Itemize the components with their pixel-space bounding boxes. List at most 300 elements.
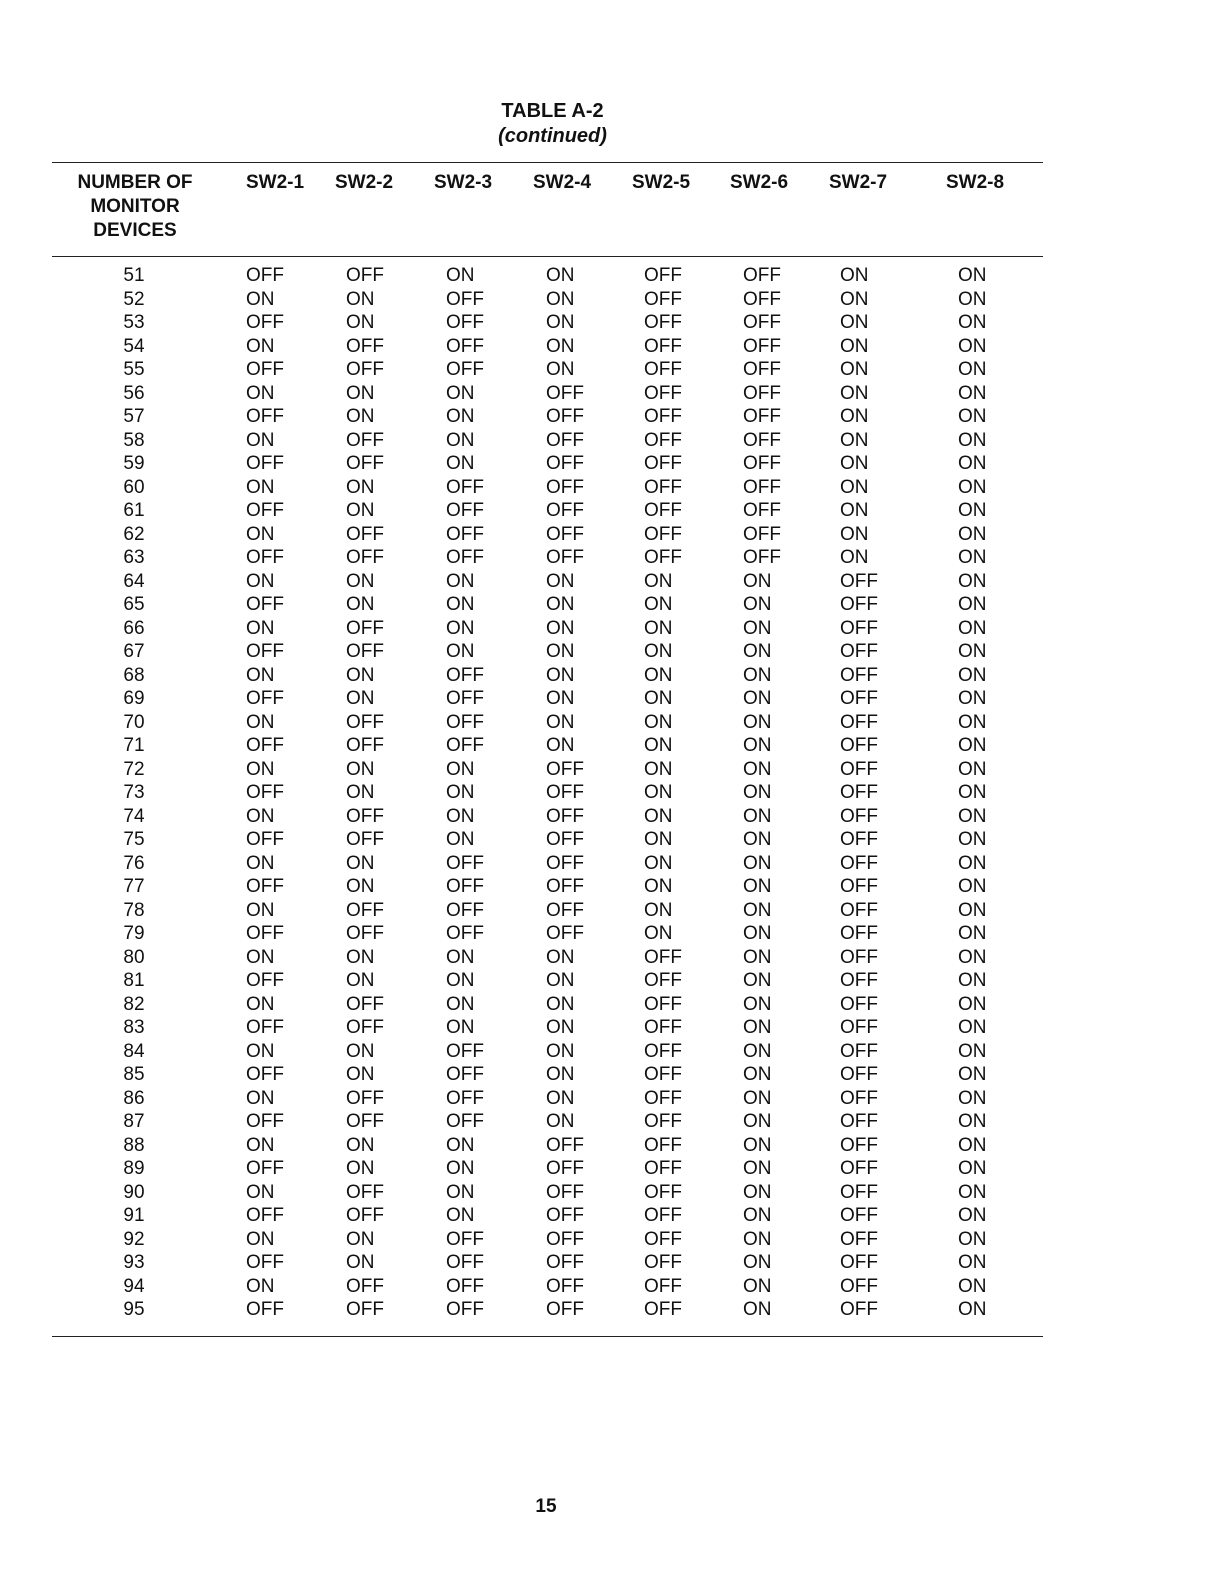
cell-sw2-5: ON [644,923,673,944]
cell-sw2-2: OFF [346,265,384,286]
cell-sw2-2: ON [346,570,375,592]
cell-sw2-8: ON [958,1205,987,1226]
cell-sw2-8: ON [958,476,987,498]
cell-sw2-7: OFF [840,664,878,686]
cell-number: 66 [123,617,145,639]
cell-sw2-4: OFF [546,758,584,780]
cell-sw2-2: ON [346,946,375,968]
cell-sw2-1: OFF [246,829,284,850]
table-row [0,687,1228,711]
cell-sw2-2: OFF [346,429,384,451]
table-row [0,1063,1228,1087]
cell-number: 95 [123,1299,145,1320]
cell-sw2-5: OFF [644,993,682,1015]
cell-number: 60 [123,476,145,498]
table-header-row [0,171,1228,249]
cell-sw2-3: OFF [446,923,484,944]
cell-sw2-5: OFF [644,476,682,498]
cell-sw2-6: ON [743,664,772,686]
cell-sw2-4: OFF [546,382,584,404]
cell-sw2-2: ON [346,782,375,803]
cell-sw2-5: OFF [644,1228,682,1250]
cell-sw2-2: OFF [346,359,384,380]
cell-number: 58 [123,429,145,451]
cell-sw2-7: OFF [840,923,878,944]
cell-number: 94 [123,1275,145,1297]
cell-sw2-5: OFF [644,970,682,991]
cell-sw2-6: ON [743,1134,772,1156]
cell-sw2-6: ON [743,782,772,803]
cell-sw2-4: ON [546,1064,575,1085]
cell-number: 81 [123,970,145,991]
cell-sw2-2: OFF [346,1087,384,1109]
cell-sw2-6: ON [743,946,772,968]
table-row [0,899,1228,923]
cell-sw2-2: ON [346,1040,375,1062]
header-sw2-4: SW2-4 [533,172,592,193]
cell-sw2-1: OFF [246,265,284,286]
cell-sw2-6: ON [743,1017,772,1038]
cell-sw2-3: OFF [446,476,484,498]
cell-sw2-8: ON [958,265,987,286]
cell-sw2-3: OFF [446,288,484,310]
cell-sw2-5: ON [644,876,673,897]
header-sw2-6: SW2-6 [730,172,789,193]
cell-sw2-5: OFF [644,1111,682,1132]
cell-sw2-7: OFF [840,641,878,662]
cell-sw2-1: ON [246,1228,275,1250]
cell-sw2-4: ON [546,711,575,733]
cell-sw2-4: OFF [546,1228,584,1250]
cell-sw2-4: ON [546,570,575,592]
table-row [0,1275,1228,1299]
table-row [0,993,1228,1017]
cell-sw2-4: OFF [546,852,584,874]
cell-sw2-6: ON [743,570,772,592]
cell-sw2-2: ON [346,664,375,686]
table-row [0,852,1228,876]
cell-sw2-5: OFF [644,1252,682,1273]
cell-sw2-3: ON [446,1158,475,1179]
cell-sw2-5: ON [644,782,673,803]
cell-sw2-8: ON [958,547,987,568]
table-row [0,805,1228,829]
cell-sw2-2: OFF [346,547,384,568]
cell-sw2-7: ON [840,547,869,568]
cell-sw2-2: ON [346,970,375,991]
cell-sw2-5: OFF [644,265,682,286]
cell-sw2-8: ON [958,1252,987,1273]
cell-number: 75 [123,829,145,850]
cell-sw2-5: ON [644,805,673,827]
cell-sw2-5: ON [644,758,673,780]
header-sw2-5: SW2-5 [632,172,691,193]
header-sw2-2: SW2-2 [335,172,394,193]
cell-sw2-8: ON [958,993,987,1015]
cell-number: 62 [123,523,145,545]
cell-sw2-8: ON [958,1111,987,1132]
cell-number: 64 [123,570,145,592]
cell-sw2-6: OFF [743,288,781,310]
cell-sw2-4: ON [546,594,575,615]
cell-sw2-5: OFF [644,523,682,545]
cell-number: 85 [123,1064,145,1085]
cell-sw2-2: ON [346,288,375,310]
table-row [0,1016,1228,1040]
cell-sw2-5: OFF [644,335,682,357]
cell-sw2-3: ON [446,641,475,662]
cell-number: 69 [123,688,145,709]
cell-sw2-3: OFF [446,852,484,874]
cell-sw2-7: ON [840,500,869,521]
cell-sw2-3: ON [446,758,475,780]
cell-sw2-5: OFF [644,1158,682,1179]
cell-sw2-8: ON [958,1299,987,1320]
cell-sw2-3: OFF [446,1087,484,1109]
cell-sw2-5: OFF [644,359,682,380]
cell-number: 77 [123,876,145,897]
cell-sw2-6: OFF [743,453,781,474]
cell-sw2-1: ON [246,1040,275,1062]
cell-sw2-1: OFF [246,735,284,756]
cell-sw2-5: OFF [644,1040,682,1062]
cell-sw2-3: OFF [446,899,484,921]
cell-sw2-3: ON [446,970,475,991]
header-line: DEVICES [93,220,177,241]
cell-sw2-6: OFF [743,406,781,427]
cell-sw2-3: ON [446,782,475,803]
cell-sw2-3: ON [446,265,475,286]
cell-sw2-1: ON [246,1181,275,1203]
cell-sw2-4: OFF [546,406,584,427]
cell-sw2-3: ON [446,1205,475,1226]
cell-sw2-3: OFF [446,1228,484,1250]
cell-sw2-5: ON [644,617,673,639]
table-row [0,1298,1228,1322]
cell-sw2-6: ON [743,1228,772,1250]
cell-number: 82 [123,993,145,1015]
cell-sw2-8: ON [958,1158,987,1179]
cell-sw2-4: OFF [546,805,584,827]
cell-sw2-7: OFF [840,993,878,1015]
cell-sw2-5: ON [644,641,673,662]
cell-sw2-3: OFF [446,735,484,756]
cell-sw2-2: ON [346,312,375,333]
cell-sw2-5: OFF [644,1087,682,1109]
cell-sw2-4: ON [546,664,575,686]
cell-sw2-2: ON [346,1134,375,1156]
cell-sw2-8: ON [958,1064,987,1085]
cell-sw2-4: OFF [546,1205,584,1226]
cell-sw2-6: OFF [743,547,781,568]
cell-sw2-5: OFF [644,288,682,310]
cell-sw2-5: OFF [644,547,682,568]
cell-sw2-7: OFF [840,1040,878,1062]
cell-number: 65 [123,594,145,615]
cell-sw2-2: OFF [346,829,384,850]
table-row [0,781,1228,805]
cell-sw2-6: ON [743,805,772,827]
cell-sw2-1: OFF [246,782,284,803]
cell-sw2-6: OFF [743,523,781,545]
table-row [0,429,1228,453]
cell-sw2-6: ON [743,1205,772,1226]
cell-number: 76 [123,852,145,874]
table-row [0,476,1228,500]
cell-sw2-1: ON [246,476,275,498]
header-line: MONITOR [90,196,180,217]
cell-sw2-8: ON [958,852,987,874]
cell-sw2-1: ON [246,382,275,404]
cell-number: 72 [123,758,145,780]
cell-number: 71 [123,735,145,756]
cell-sw2-4: OFF [546,899,584,921]
cell-sw2-4: OFF [546,500,584,521]
cell-sw2-2: ON [346,382,375,404]
cell-sw2-7: ON [840,406,869,427]
table-row [0,264,1228,288]
cell-sw2-8: ON [958,970,987,991]
cell-sw2-6: ON [743,1064,772,1085]
cell-sw2-8: ON [958,946,987,968]
cell-sw2-7: OFF [840,1134,878,1156]
cell-sw2-8: ON [958,758,987,780]
cell-sw2-6: ON [743,641,772,662]
cell-sw2-4: OFF [546,523,584,545]
cell-sw2-7: ON [840,476,869,498]
cell-sw2-2: OFF [346,453,384,474]
cell-number: 52 [123,288,145,310]
table-row [0,382,1228,406]
cell-sw2-3: ON [446,946,475,968]
cell-number: 91 [123,1205,145,1226]
cell-number: 83 [123,1017,145,1038]
cell-sw2-8: ON [958,594,987,615]
cell-sw2-8: ON [958,829,987,850]
cell-sw2-4: OFF [546,1275,584,1297]
cell-sw2-5: OFF [644,1205,682,1226]
cell-sw2-5: ON [644,711,673,733]
cell-sw2-7: OFF [840,1087,878,1109]
cell-sw2-6: ON [743,735,772,756]
cell-sw2-5: OFF [644,1181,682,1203]
cell-sw2-1: OFF [246,688,284,709]
cell-sw2-8: ON [958,1228,987,1250]
cell-number: 61 [123,500,145,521]
cell-sw2-5: ON [644,899,673,921]
cell-sw2-3: OFF [446,1064,484,1085]
cell-sw2-8: ON [958,570,987,592]
table-row [0,875,1228,899]
cell-sw2-8: ON [958,711,987,733]
cell-number: 57 [123,406,145,427]
cell-sw2-5: OFF [644,1299,682,1320]
cell-sw2-2: OFF [346,523,384,545]
cell-sw2-5: ON [644,570,673,592]
cell-sw2-1: OFF [246,453,284,474]
cell-sw2-8: ON [958,1017,987,1038]
cell-sw2-7: OFF [840,852,878,874]
cell-sw2-1: ON [246,617,275,639]
cell-sw2-1: OFF [246,500,284,521]
cell-sw2-2: OFF [346,993,384,1015]
cell-sw2-7: OFF [840,782,878,803]
table-row [0,617,1228,641]
cell-sw2-3: ON [446,406,475,427]
cell-number: 89 [123,1158,145,1179]
cell-sw2-2: ON [346,1252,375,1273]
cell-sw2-7: OFF [840,1181,878,1203]
table-row [0,1134,1228,1158]
table-row [0,288,1228,312]
cell-sw2-3: ON [446,382,475,404]
cell-number: 87 [123,1111,145,1132]
table-row [0,570,1228,594]
cell-sw2-4: ON [546,312,575,333]
cell-sw2-8: ON [958,382,987,404]
cell-sw2-1: ON [246,711,275,733]
cell-sw2-7: OFF [840,594,878,615]
cell-sw2-7: OFF [840,688,878,709]
cell-sw2-5: ON [644,688,673,709]
cell-sw2-2: ON [346,688,375,709]
cell-sw2-8: ON [958,664,987,686]
header-number-of-monitor-devices [70,171,200,243]
cell-sw2-5: OFF [644,382,682,404]
cell-sw2-8: ON [958,312,987,333]
cell-sw2-3: ON [446,829,475,850]
table-row [0,452,1228,476]
cell-sw2-1: OFF [246,406,284,427]
cell-sw2-1: OFF [246,359,284,380]
cell-sw2-5: OFF [644,312,682,333]
table-title-block [0,99,1105,149]
cell-sw2-8: ON [958,335,987,357]
cell-sw2-6: ON [743,617,772,639]
cell-sw2-6: ON [743,1299,772,1320]
cell-sw2-1: ON [246,429,275,451]
table-row [0,1157,1228,1181]
cell-sw2-2: OFF [346,735,384,756]
cell-sw2-6: ON [743,688,772,709]
cell-sw2-2: ON [346,1228,375,1250]
cell-sw2-8: ON [958,288,987,310]
cell-sw2-6: OFF [743,265,781,286]
cell-sw2-6: ON [743,993,772,1015]
cell-number: 54 [123,335,145,357]
cell-sw2-8: ON [958,1275,987,1297]
cell-sw2-7: OFF [840,805,878,827]
cell-sw2-2: ON [346,406,375,427]
cell-sw2-1: ON [246,335,275,357]
cell-sw2-1: OFF [246,312,284,333]
cell-sw2-3: OFF [446,523,484,545]
cell-number: 80 [123,946,145,968]
table-row [0,946,1228,970]
cell-sw2-1: ON [246,1275,275,1297]
cell-sw2-3: ON [446,993,475,1015]
cell-sw2-3: OFF [446,688,484,709]
cell-sw2-2: ON [346,594,375,615]
table-row [0,758,1228,782]
table-row [0,335,1228,359]
cell-sw2-4: ON [546,946,575,968]
table-row [0,969,1228,993]
cell-sw2-7: ON [840,312,869,333]
cell-sw2-6: ON [743,1158,772,1179]
table-row [0,311,1228,335]
cell-sw2-2: OFF [346,1299,384,1320]
cell-sw2-7: OFF [840,899,878,921]
cell-sw2-7: ON [840,265,869,286]
cell-sw2-6: ON [743,923,772,944]
cell-sw2-4: ON [546,288,575,310]
cell-sw2-4: ON [546,265,575,286]
cell-sw2-6: ON [743,829,772,850]
cell-sw2-1: ON [246,899,275,921]
cell-sw2-3: OFF [446,1275,484,1297]
cell-sw2-2: OFF [346,617,384,639]
cell-sw2-5: ON [644,829,673,850]
table-row [0,640,1228,664]
cell-number: 84 [123,1040,145,1062]
cell-sw2-3: OFF [446,1040,484,1062]
cell-sw2-6: ON [743,1040,772,1062]
header-sw2-1: SW2-1 [246,172,305,193]
cell-sw2-3: ON [446,1017,475,1038]
cell-sw2-8: ON [958,735,987,756]
header-sw2-3: SW2-3 [434,172,493,193]
cell-sw2-4: OFF [546,876,584,897]
cell-sw2-4: OFF [546,829,584,850]
cell-sw2-2: OFF [346,899,384,921]
cell-sw2-1: ON [246,523,275,545]
cell-sw2-7: OFF [840,711,878,733]
cell-number: 63 [123,547,145,568]
cell-sw2-4: OFF [546,1299,584,1320]
cell-sw2-7: OFF [840,876,878,897]
cell-sw2-2: OFF [346,335,384,357]
header-line: NUMBER OF [77,172,193,193]
cell-sw2-1: OFF [246,547,284,568]
cell-sw2-6: OFF [743,476,781,498]
cell-sw2-2: OFF [346,711,384,733]
cell-sw2-8: ON [958,1134,987,1156]
cell-sw2-8: ON [958,429,987,451]
cell-sw2-8: ON [958,923,987,944]
cell-sw2-5: OFF [644,500,682,521]
cell-sw2-3: ON [446,1181,475,1203]
cell-sw2-6: ON [743,1111,772,1132]
cell-sw2-6: ON [743,1087,772,1109]
cell-sw2-2: ON [346,1158,375,1179]
cell-sw2-7: OFF [840,1299,878,1320]
cell-sw2-4: ON [546,359,575,380]
cell-sw2-6: OFF [743,382,781,404]
table-row [0,1251,1228,1275]
cell-sw2-8: ON [958,617,987,639]
cell-sw2-7: OFF [840,617,878,639]
cell-sw2-6: ON [743,876,772,897]
cell-sw2-4: ON [546,1111,575,1132]
cell-sw2-6: OFF [743,359,781,380]
cell-sw2-4: OFF [546,1252,584,1273]
cell-sw2-4: ON [546,970,575,991]
cell-sw2-4: OFF [546,476,584,498]
cell-sw2-7: OFF [840,1228,878,1250]
cell-sw2-7: OFF [840,1017,878,1038]
cell-sw2-1: OFF [246,876,284,897]
